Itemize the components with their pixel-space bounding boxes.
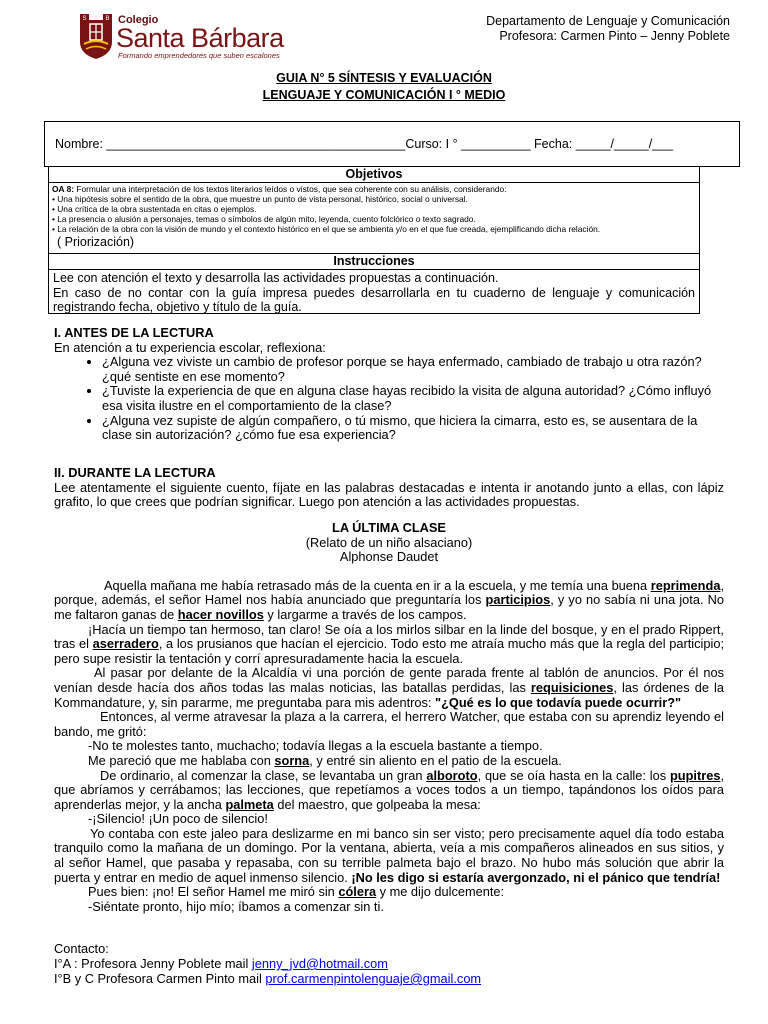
story-paragraph: Yo contaba con este jaleo para deslizarme en mi banco sin ser visto; pero precisamente aquel día todo estaba tranquilo como la mañana de un domingo. Por la ventana, abierta, veía a mis compañeros alineados en sus sitios, y al señor Hamel, que pasaba y repasaba, con su terrible palmeta bajo el brazo. No hubo más solución que abrir la puerta y entrar en medio de aquel inmenso silencio. ¡No les digo si estaría avergonzado, ni el pánico que tendría! — [54, 825, 724, 885]
contact-label: Contacto: — [54, 941, 109, 956]
guide-title-line1: GUIA N° 5 SÍNTESIS Y EVALUACIÓN — [276, 71, 492, 85]
priority-label: ( Priorización) — [57, 235, 135, 249]
school-name: Santa Bárbara — [116, 23, 284, 53]
school-word: Colegio — [118, 14, 159, 26]
list-item: • ¿Tuviste la experiencia de que en alguna clase hayas recibido la visita de alguna autoridad? ¿Cómo influyó esa visita ilustre en el comportamiento de la clase? — [102, 384, 724, 413]
story-paragraph: ¡Hacía un tiempo tan hermoso, tan claro! Se oía a los mirlos silbar en la linde del bosque, y en el prado Rippert, tras el aserradero, a los prusianos que hacían el ejercicio. Todo esto me atraía mucho más que la regla del participio; pero supe resistir la tentación y corrí apresuradamente hacia la escuela. — [54, 621, 724, 666]
keyword: sorna — [274, 752, 310, 768]
objective-item: • La presencia o alusión a personajes, temas o símbolos de algún mito, leyenda, cuento folclórico o texto sagrado. — [52, 214, 476, 224]
keyword: alboroto — [426, 767, 478, 783]
instructions-heading: Instrucciones — [49, 254, 699, 270]
keyword: reprimenda — [650, 577, 721, 593]
objectives-heading: Objetivos — [49, 167, 699, 183]
objective-oa-code: OA 8: — [52, 184, 75, 194]
story-paragraph: Pues bien: ¡no! El señor Hamel me miró sin cólera y me dijo dulcemente: — [88, 884, 505, 900]
student-info-line[interactable]: Nombre: ___________________________________________Curso: I ° __________ Fecha: _____/_____/___ — [55, 137, 674, 151]
story-subtitle: (Relato de un niño alsaciano) — [305, 534, 473, 550]
school-shield-icon — [78, 14, 114, 60]
story-paragraph: De ordinario, al comenzar la clase, se levantaba un gran alboroto, que se oía hasta en la calle: los pupitres, que abríamos y cerrábamos; las lecciones, que repetíamos a voces todos a un tiempo, tapándonos los oídos para aprenderlas mejor, y la ancha palmeta del maestro, que golpeaba la mesa: — [54, 767, 724, 812]
keyword: hacer novillos — [177, 606, 264, 622]
section-intro: Lee atentamente el siguiente cuento, fíjate en las palabras destacadas e intenta ir anotando junto a ellas, con lápiz grafito, lo que crees que podrían significar. Luego pon atención a las actividades propuestas. — [54, 479, 724, 510]
objective-item: • La relación de la obra con la visión de mundo y el contexto histórico en el que se ambienta y/o en el que fue creada, ejemplificando dicha relación. — [52, 224, 601, 234]
department-name: Departamento de Lenguaje y Comunicación — [486, 14, 730, 28]
student-info-box — [44, 121, 740, 167]
school-motto: Formando emprendedores que suben escalones — [118, 51, 280, 60]
list-item: • ¿Alguna vez supiste de algún compañero, o tú mismo, que hiciera la cimarra, esto es, se ausentara de la clase sin autorización? ¿cómo fue esa experiencia? — [102, 414, 724, 443]
section-title: II. DURANTE LA LECTURA — [54, 465, 216, 480]
teachers-name: Profesora: Carmen Pinto – Jenny Poblete — [499, 29, 730, 43]
keyword: cólera — [338, 884, 377, 900]
objective-oa — [52, 184, 696, 194]
story-paragraph: Me pareció que me hablaba con sorna, y entré sin aliento en el patio de la escuela. — [88, 752, 562, 768]
svg-text:B: B — [105, 16, 110, 22]
section-intro: En atención a tu experiencia escolar, reflexiona: — [54, 339, 326, 355]
keyword: requisiciones — [530, 679, 614, 695]
section-before-reading — [54, 326, 724, 443]
objective-oa-text: Formular una interpretación de los textos literarios leídos o vistos, que sea coherente con su análisis, considerando: — [74, 184, 507, 194]
contact-block — [54, 941, 481, 986]
email-link[interactable]: prof.carmenpintolenguaje@gmail.com — [265, 971, 482, 986]
email-link[interactable]: jenny_jvd@hotmail.com — [251, 956, 388, 971]
story-paragraph: Al pasar por delante de la Alcaldía vi una porción de gente parada frente al tablón de anuncios. Por él nos venían desde hacía dos años todas las malas noticias, las batallas perdidas, las requisiciones, las órdenes de la Kommandature, y, sin pararme, me preguntaba para mis adentros: "¿Qué es lo que todavía puede ocurrir?" — [54, 665, 724, 710]
story-title: LA ÚLTIMA CLASE — [332, 520, 446, 535]
story — [54, 521, 724, 914]
instructions-body — [49, 270, 699, 316]
story-author: Alphonse Daudet — [339, 549, 439, 565]
section-during-reading — [54, 466, 724, 510]
instructions-table — [48, 254, 700, 314]
svg-text:S: S — [82, 16, 87, 22]
story-paragraph: -No te molestes tanto, muchacho; todavía llegas a la escuela bastante a tiempo. — [88, 738, 543, 754]
keyword: palmeta — [225, 796, 274, 812]
objectives-table — [48, 166, 700, 254]
objective-item: • Una crítica de la obra sustentada en citas o ejemplos. — [52, 204, 257, 214]
contact-line: I°B y C Profesora Carmen Pinto mail prof.carmenpintolenguaje@gmail.com — [54, 971, 482, 986]
story-paragraph: -¡Silencio! ¡Un poco de silencio! — [88, 811, 268, 827]
school-logo — [78, 14, 308, 60]
keyword: participios — [485, 592, 551, 608]
section-title: I. ANTES DE LA LECTURA — [54, 325, 214, 340]
objective-item: • Una hipótesis sobre el sentido de la obra, que muestre un punto de vista personal, histórico, social o universal. — [52, 194, 468, 204]
instruction-paragraph: Lee con atención el texto y desarrolla las actividades propuestas a continuación. — [53, 271, 499, 285]
list-item: • ¿Alguna vez viviste un cambio de profesor porque se haya enfermado, cambiado de trabajo u otra razón? ¿qué sentiste en ese momento? — [102, 355, 724, 384]
keyword: pupitres — [669, 767, 721, 783]
guide-title-line2: LENGUAJE Y COMUNICACIÓN I ° MEDIO — [262, 88, 506, 102]
instruction-paragraph: En caso de no contar con la guía impresa puedes desarrollarla en tu cuaderno de lenguaje y comunicación registrando fecha, objetivo y título de la guía. — [53, 285, 695, 314]
contact-line: I°A : Profesora Jenny Poblete mail jenny_jvd@hotmail.com — [54, 956, 388, 971]
guide-title — [0, 70, 768, 104]
objectives-body — [49, 183, 699, 235]
story-paragraph: Entonces, al verme atravesar la plaza a la carrera, el herrero Watcher, que estaba con su aprendiz leyendo el bando, me gritó: — [54, 709, 724, 739]
story-paragraph: -Siéntate pronto, hijo mío; íbamos a comenzar sin ti. — [88, 898, 384, 914]
reflection-list — [54, 355, 724, 443]
keyword: aserradero — [92, 636, 159, 652]
department-header — [486, 14, 730, 44]
story-paragraph: Aquella mañana me había retrasado más de la cuenta en ir a la escuela, y me temía una buena reprimenda, porque, además, el señor Hamel nos había anunciado que preguntaría los participios, y yo no sabía ni una jota. No me faltaron ganas de hacer novillos y largarme a través de los campos. — [54, 577, 724, 622]
